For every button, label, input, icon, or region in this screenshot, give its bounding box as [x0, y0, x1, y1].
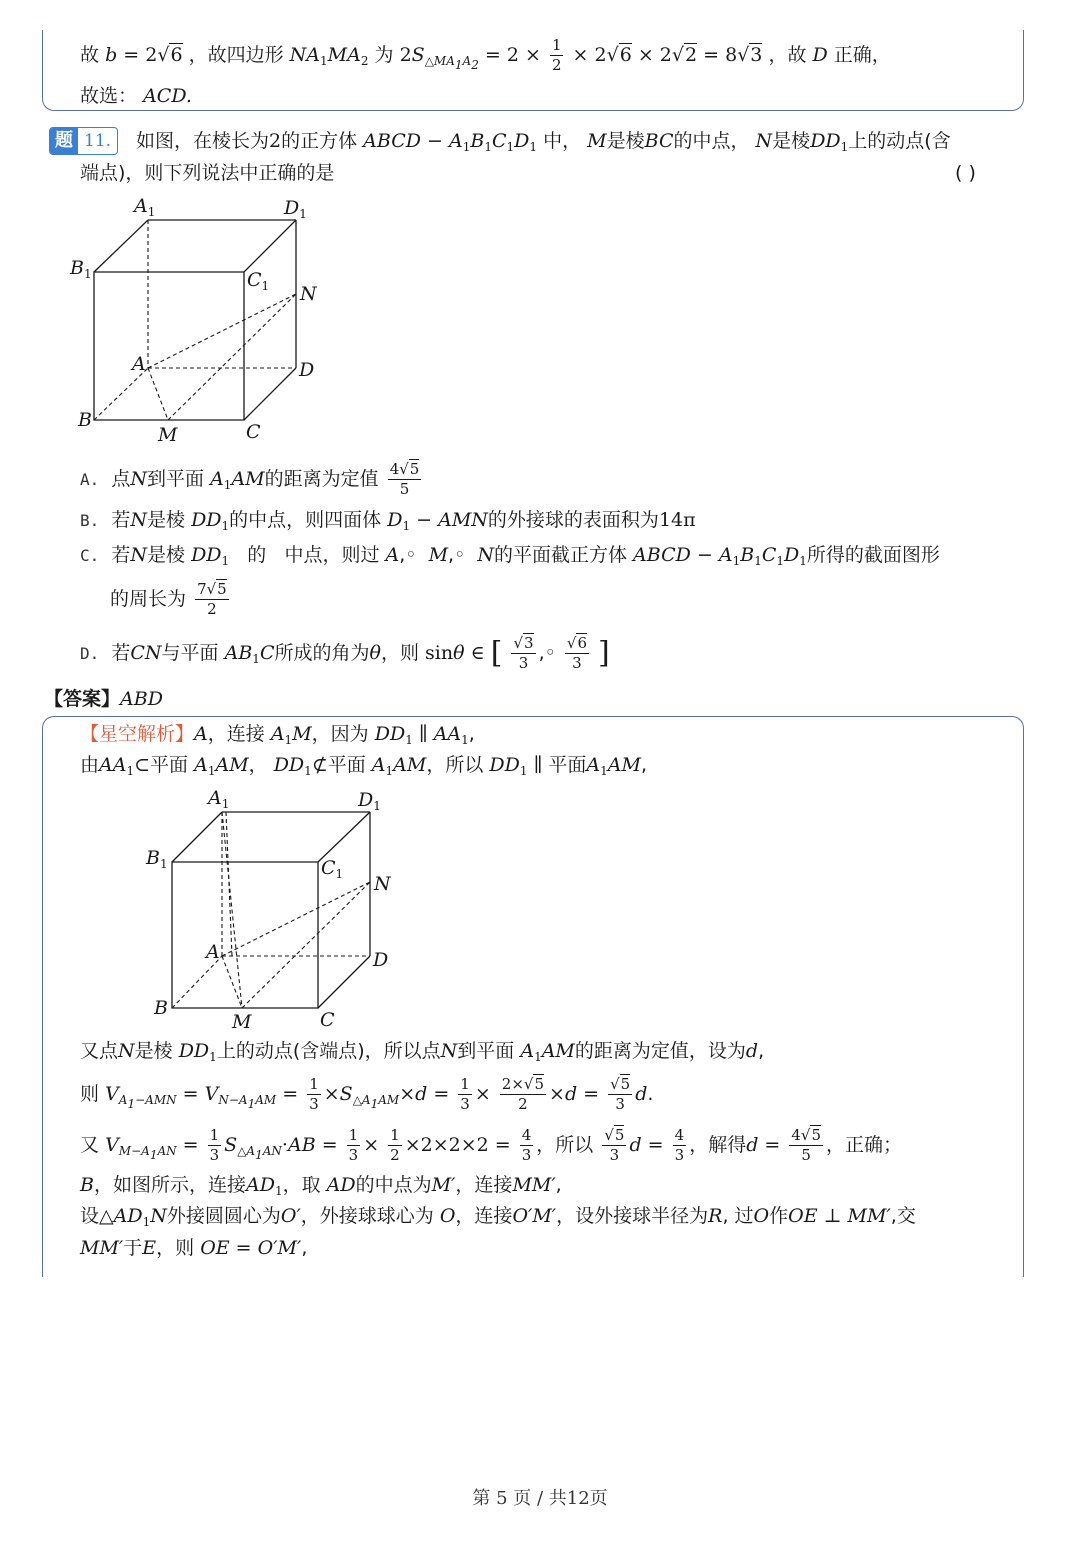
- label2-B: B: [154, 997, 168, 1019]
- label-A1: $A_1$: [134, 195, 156, 219]
- question-number-badge: 题 11.: [49, 127, 118, 155]
- label-C1: $C_1$: [247, 269, 270, 293]
- option-a[interactable]: A. 点N到平面 $A_1AM$的距离为定值 $\frac{4√5}{5}$: [80, 460, 420, 498]
- label2-C1: $C_1$: [321, 857, 344, 881]
- label2-D1: $D_1$: [358, 789, 381, 813]
- label2-A: A: [206, 941, 220, 963]
- prev-solution-line-2: 故选： ACD.: [80, 85, 192, 107]
- label-A: A: [132, 353, 146, 375]
- option-d[interactable]: D. 若CN与平面 $AB_1C$所成的角为θ，则 sinθ ∈ [ $\frac{√3}{3}$ ,◦ $\frac{√6}{3}$ ]: [80, 634, 610, 672]
- label2-A1: $A_1$: [208, 787, 230, 811]
- solution-line-8: MM′于E，则 OE = O′M′,: [80, 1237, 308, 1259]
- option-c-line-2: 的周长为 $\frac{7√5}{2}$: [110, 580, 227, 618]
- label-D: D: [299, 359, 315, 381]
- answer-line: 【答案】ABD: [44, 688, 163, 710]
- label-B: B: [78, 409, 92, 431]
- answer-blank: ( ): [955, 162, 976, 184]
- label-M: M: [158, 424, 178, 446]
- option-b[interactable]: B. 若N是棱 $DD_1$的中点，则四面体 $D_1$ − AMN的外接球的表面积为14π: [80, 509, 696, 533]
- label-B1: $B_1$: [70, 257, 92, 281]
- question-stem-line-1: 如图，在棱长为2的正方体 ABCD − $A_1B_1C_1D_1$ 中， M是棱BC的中点， N是棱$DD_1$上的动点(含: [136, 130, 951, 154]
- page-footer: 第 5 页 / 共12页: [472, 1488, 608, 1509]
- solution-line-2: 由$AA_1\subset$平面 $A_1AM$， $DD_1⊄$平面 $A_1AM$，所以 $DD_1$ ∥ 平面$A_1AM$,: [80, 754, 648, 778]
- option-c[interactable]: C. 若N是棱 $DD_1$ 的 中点，则过 A,◦ M,◦ N的平面截正方体 ABCD − $A_1B_1C_1D_1$所得的截面图形: [80, 544, 940, 568]
- prev-solution-line-1: 故 b = 2√6 ，故四边形 $NA_1MA_2$ 为 $2S_{\triangle MA_1A_2} = 2$ × $\frac{1}{2}$ × 2√6 × 2√2 = 8√3 ，故 D 正确，: [80, 36, 891, 74]
- cube-figure-solution: [140, 780, 410, 1040]
- cube-figure-question: [66, 190, 336, 450]
- solution-line-3: 又点N是棱 $DD_1$上的动点(含端点)，所以点N到平面 $A_1AM$的距离为定值，设为d,: [80, 1040, 765, 1064]
- label-N: N: [300, 283, 317, 305]
- label-C: C: [246, 421, 261, 443]
- solution-line-4: 则 $V_{A_1-AMN} = V_{N-A_1AM}$ = $\frac{1}{3}$ $\times S_{\triangle A_1AM}\times d$ = $\frac{1}{3}$ × $\frac{2\times√5}{2}$ ×d = $\frac{√5}{3}$ d.: [80, 1075, 654, 1113]
- label2-D: D: [373, 949, 389, 971]
- label-D1: $D_1$: [284, 197, 307, 221]
- label2-M: M: [232, 1011, 252, 1033]
- solution-line-1: 【星空解析】A，连接 $A_1M$，因为 $DD_1$ ∥ $AA_1$,: [80, 723, 475, 747]
- solution-line-6: B，如图所示，连接$AD_1$，取 AD的中点为M′，连接MM′,: [80, 1174, 562, 1198]
- question-stem-line-2: 端点)，则下列说法中正确的是: [80, 162, 335, 184]
- solution-line-7: 设$\triangle AD_1N$外接圆圆心为O′，外接球球心为 O，连接O′M′，设外接球半径为R, 过O作OE ⊥ MM′,交: [80, 1205, 916, 1229]
- label2-C: C: [320, 1009, 335, 1031]
- solution-line-5: 又 $V_{M-A_1AN}$ = $\frac{1}{3}$ $S_{\triangle A_1AN}\cdot AB$ = $\frac{1}{3}$ × $\frac{1}{2}$ ×2×2×2 = $\frac{4}{3}$ ，所以 $\frac{√5}{3}$ d = $\frac{4}{3}$ ，解得d = $\frac{4√5}{5}$ ，正确；: [80, 1126, 903, 1164]
- label2-B1: $B_1$: [146, 847, 168, 871]
- label2-N: N: [374, 873, 391, 895]
